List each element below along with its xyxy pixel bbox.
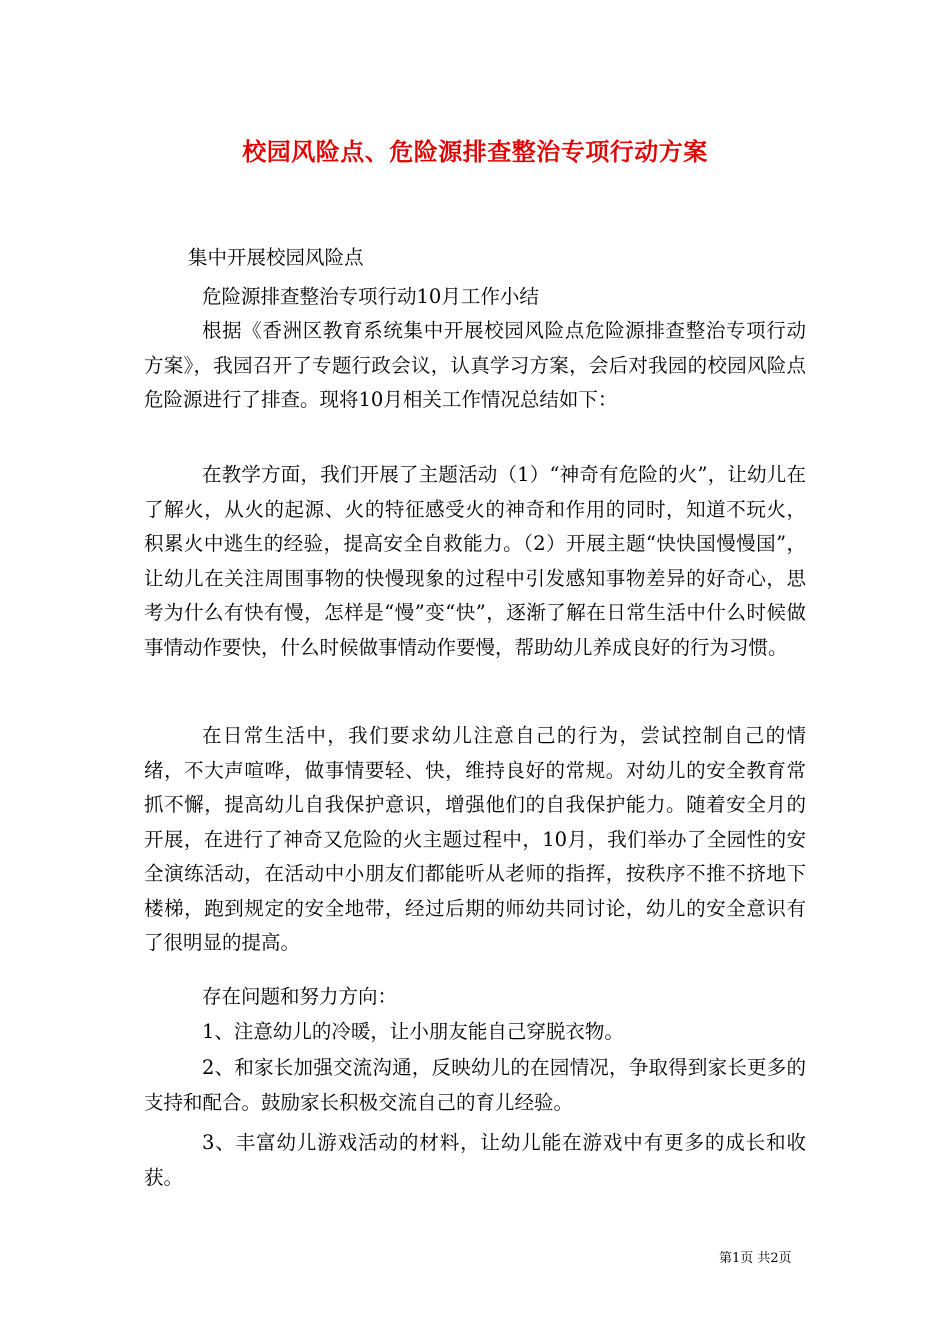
document-title: 校园风险点、危险源排查整治专项行动方案 (242, 137, 708, 166)
paragraph-teaching: 在教学方面，我们开展了主题活动（1）“神奇有危险的火”，让幼儿在了解火，从火的起源、火的特征感受火的神奇和作用的同时，知道不玩火，积累火中逃生的经验，提高安全自救能力。（2）开展主题“快快国慢慢国”，让幼儿在关注周围事物的快慢现象的过程中引发感知事物差异的好奇心，思考为什么有快有慢，怎样是“慢”变“快”，逐渐了解在日常生活中什么时候做事情动作要快，什么时候做事情动作要慢，帮助幼儿养成良好的行为习惯。 (144, 463, 806, 659)
page-number: 第1页 共2页 (719, 1251, 792, 1266)
heading-line-1: 集中开展校园风险点 (188, 246, 364, 269)
list-item-2: 2、和家长加强交流沟通，反映幼儿的在园情况，争取得到家长更多的支持和配合。鼓励家长积极交流自己的育儿经验。 (144, 1056, 806, 1114)
list-item-3: 3、丰富幼儿游戏活动的材料，让幼儿能在游戏中有更多的成长和收获。 (144, 1131, 806, 1189)
paragraph-daily-life: 在日常生活中，我们要求幼儿注意自己的行为，尝试控制自己的情绪，不大声喧哗，做事情要轻、快，维持良好的常规。对幼儿的安全教育常抓不懈，提高幼儿自我保护意识，增强他们的自我保护能力。随着安全月的开展，在进行了神奇又危险的火主题过程中，10月，我们举办了全园性的安全演练活动，在活动中小朋友们都能听从老师的指挥，按秩序不推不挤地下楼梯，跑到规定的安全地带，经过后期的师幼共同讨论，幼儿的安全意识有了很明显的提高。 (144, 724, 806, 954)
list-item-1: 1、注意幼儿的冷暖，让小朋友能自己穿脱衣物。 (202, 1020, 624, 1043)
heading-line-2: 危险源排查整治专项行动10月工作小结 (202, 285, 539, 308)
paragraph-problems-heading: 存在问题和努力方向： (202, 985, 398, 1008)
paragraph-intro: 根据《香洲区教育系统集中开展校园风险点危险源排查整治专项行动方案》，我园召开了专题行政会议，认真学习方案，会后对我园的校园风险点危险源进行了排查。现将10月相关工作情况总结如下： (144, 319, 806, 411)
